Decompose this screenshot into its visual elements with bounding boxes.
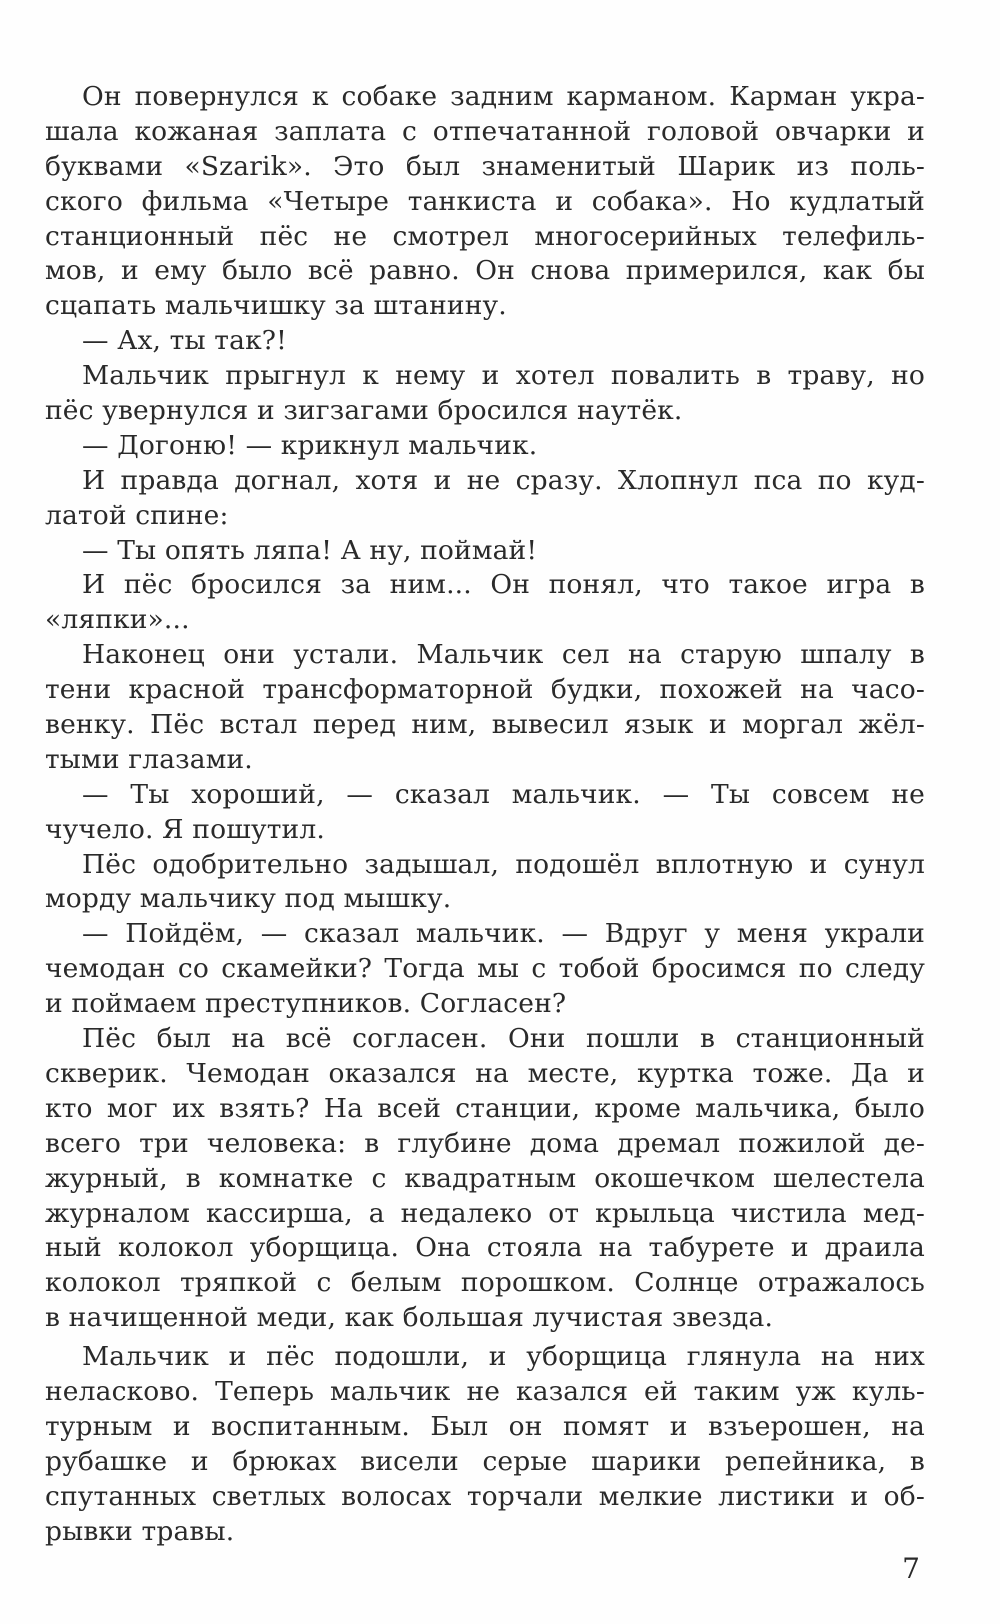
text-line: Пёс одобрительно задышал, подошёл вплотную и сунул bbox=[82, 848, 925, 880]
text-line: шала кожаная заплата с отпечатанной головой овчарки и bbox=[45, 115, 925, 147]
text-line: — Догоню! — крикнул мальчик. bbox=[82, 429, 538, 461]
text-line: «ляпки»... bbox=[45, 604, 190, 636]
text-line: тени красной трансформаторной будки, похожей на часо- bbox=[45, 674, 925, 706]
page-number: 7 bbox=[902, 1552, 920, 1585]
text-line: — Ты опять ляпа! А ну, поймай! bbox=[82, 534, 538, 566]
text-line: И пёс бросился за ним... Он понял, что такое игра в bbox=[82, 569, 925, 601]
text-line: мов, и ему было всё равно. Он снова примерился, как бы bbox=[45, 255, 925, 287]
text-line: всего три человека: в глубине дома дремал пожилой де- bbox=[45, 1127, 925, 1159]
text-line: тыми глазами. bbox=[45, 743, 253, 775]
text-line: кто мог их взять? На всей станции, кроме мальчика, было bbox=[45, 1092, 925, 1124]
text-line: журный, в комнатке с квадратным окошечком шелестела bbox=[45, 1162, 925, 1194]
text-line: венку. Пёс встал перед ним, вывесил язык и моргал жёл- bbox=[45, 709, 925, 741]
text-line: морду мальчику под мышку. bbox=[45, 883, 452, 915]
text-line: пёс увернулся и зигзагами бросился наутёк. bbox=[45, 395, 683, 427]
text-line: — Ты хороший, — сказал мальчик. — Ты совсем не bbox=[82, 778, 925, 810]
text-line: спутанных светлых волосах торчали мелкие листики и об- bbox=[45, 1480, 925, 1512]
text-line: — Пойдём, — сказал мальчик. — Вдруг у меня украли bbox=[82, 918, 925, 950]
text-line: Мальчик и пёс подошли, и уборщица глянула на них bbox=[82, 1341, 925, 1373]
text-line: в начищенной меди, как большая лучистая звезда. bbox=[45, 1302, 774, 1334]
text-line: неласково. Теперь мальчик не казался ей таким уж куль- bbox=[45, 1375, 925, 1407]
text-line: турным и воспитанным. Был он помят и взъерошен, на bbox=[45, 1410, 925, 1442]
text-line: ный колокол уборщица. Она стояла на табурете и драила bbox=[45, 1232, 925, 1264]
text-line: Мальчик прыгнул к нему и хотел повалить в траву, но bbox=[82, 360, 925, 392]
text-line: чемодан со скамейки? Тогда мы с тобой бросимся по следу bbox=[45, 953, 925, 985]
text-line: буквами «Szarik». Это был знаменитый Шарик из поль- bbox=[45, 150, 925, 182]
text-line: ского фильма «Четыре танкиста и собака». Но кудлатый bbox=[45, 185, 925, 217]
text-line: рубашке и брюках висели серые шарики репейника, в bbox=[45, 1445, 925, 1477]
text-line: колокол тряпкой с белым порошком. Солнце отражалось bbox=[45, 1267, 925, 1299]
text-line: — Ах, ты так?! bbox=[82, 325, 287, 357]
text-line: Наконец они устали. Мальчик сел на старую шпалу в bbox=[82, 639, 925, 671]
text-line: Он повернулся к собаке задним карманом. Карман укра- bbox=[82, 81, 925, 112]
text-line: чучело. Я пошутил. bbox=[45, 813, 325, 845]
text-line: станционный пёс не смотрел многосерийных телефиль- bbox=[45, 220, 925, 252]
text-line: И правда догнал, хотя и не сразу. Хлопнул пса по куд- bbox=[82, 464, 925, 496]
text-line: Пёс был на всё согласен. Они пошли в станционный bbox=[82, 1023, 925, 1055]
text-line: латой спине: bbox=[45, 499, 229, 531]
text-line: рывки травы. bbox=[45, 1515, 235, 1547]
text-line: журналом кассирша, а недалеко от крыльца чистила мед- bbox=[45, 1197, 925, 1229]
text-line: скверик. Чемодан оказался на месте, куртка тоже. Да и bbox=[45, 1057, 925, 1089]
text-line: сцапать мальчишку за штанину. bbox=[45, 290, 507, 322]
text-line: и поймаем преступников. Согласен? bbox=[45, 988, 567, 1020]
body-text bbox=[45, 80, 925, 1549]
